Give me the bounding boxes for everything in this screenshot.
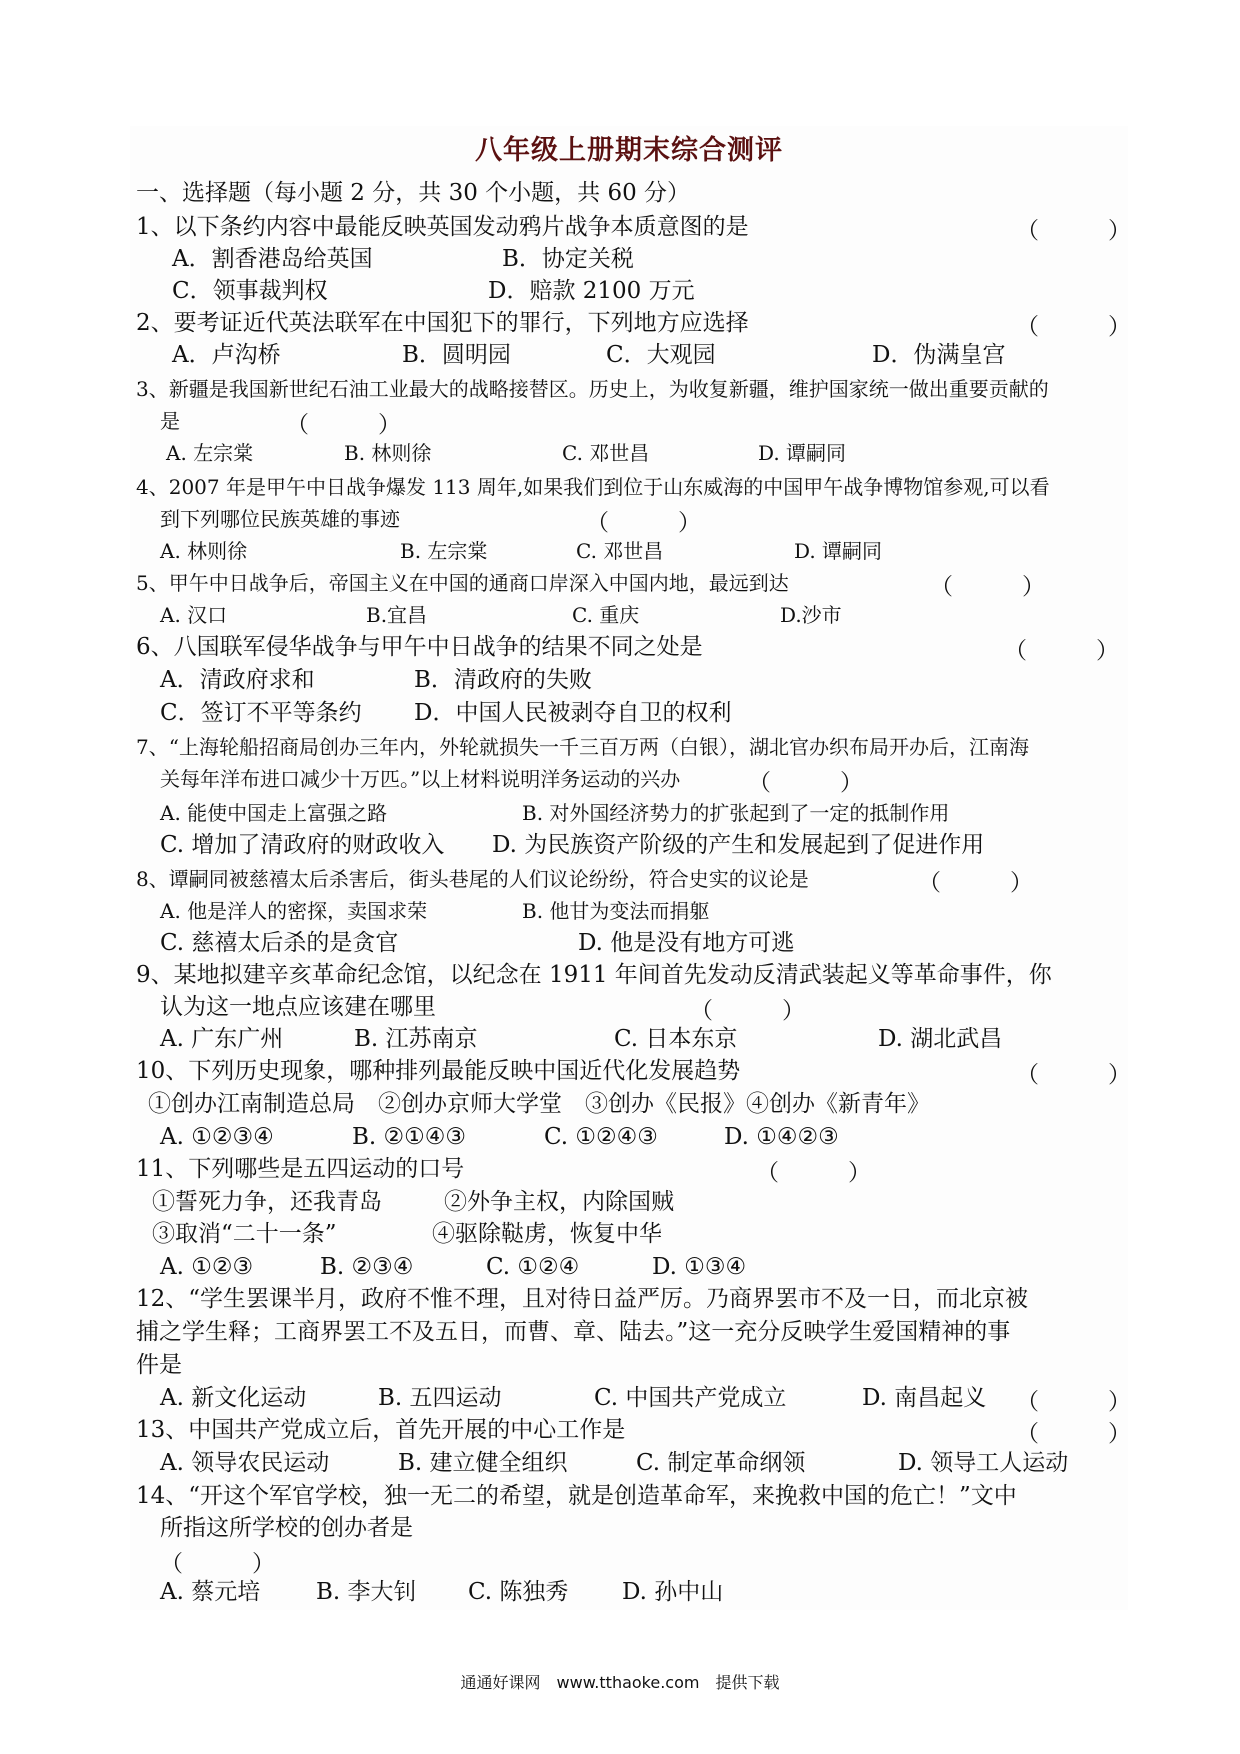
q12-stem-line1: 12、“学生罢课半月，政府不惟不理，且对待日益严厉。乃商界罢市不及一日，而北京被 [136,1286,1029,1312]
q3-stem-line2: 是 [160,409,180,433]
q9-option-b: B. 江苏南京 [354,1026,478,1052]
q2-option-a: A．卢沟桥 [172,342,281,368]
q11-option-b: B. ②③④ [320,1254,414,1280]
q1-stem: 1、以下条约内容中最能反映英国发动鸦片战争本质意图的是 [136,214,749,240]
q9-stem-line1: 9、某地拟建辛亥革命纪念馆，以纪念在 1911 年间首先发动反清武装起义等革命事件，你 [136,962,1052,988]
q12-option-a: A. 新文化运动 [160,1385,307,1411]
q9-option-c: C. 日本东京 [614,1026,738,1052]
q2-option-c: C．大观园 [606,342,716,368]
q14-stem-line2: 所指这所学校的创办者是 [160,1515,413,1541]
q3-option-a: A. 左宗棠 [166,441,254,465]
q9-option-d: D. 湖北武昌 [878,1026,1003,1052]
q6-option-a: A．清政府求和 [160,667,315,693]
q13-option-c: C. 制定革命纲领 [636,1450,806,1476]
q14-option-c: C. 陈独秀 [468,1579,569,1605]
q8-option-a: A. 他是洋人的密探，卖国求荣 [160,899,428,923]
q3-option-d: D. 谭嗣同 [758,441,847,465]
q11-option-a: A. ①②③ [160,1254,254,1280]
q10-option-b: B. ②①④③ [352,1124,467,1150]
q9-stem-line2: 认为这一地点应该建在哪里 [160,994,436,1020]
q12-option-d: D. 南昌起义 [862,1385,987,1411]
q5-stem: 5、甲午中日战争后，帝国主义在中国的通商口岸深入中国内地，最远到达 [136,571,789,595]
q10-answer-blank: （ ） [1016,1062,1131,1088]
q4-answer-blank: （ ） [586,510,701,536]
q10-items: ①创办江南制造总局 ②创办京师大学堂 ③创办《民报》④创办《新青年》 [148,1091,930,1117]
q12-stem-line2: 捕之学生释；工商界罢工不及五日，而曹、章、陆去。”这一充分反映学生爱国精神的事 [136,1319,1011,1345]
q7-option-b: B. 对外国经济势力的扩张起到了一定的抵制作用 [522,801,950,825]
q8-option-b: B. 他甘为变法而捐躯 [522,899,710,923]
q4-option-b: B. 左宗棠 [400,539,488,563]
q4-stem-line2: 到下列哪位民族英雄的事迹 [160,507,400,531]
q9-option-a: A. 广东广州 [160,1026,284,1052]
q12-option-b: B. 五四运动 [378,1385,502,1411]
q7-option-c: C. 增加了清政府的财政收入 [160,832,445,858]
q6-stem: 6、八国联军侵华战争与甲午中日战争的结果不同之处是 [136,634,703,660]
q3-option-b: B. 林则徐 [344,441,432,465]
q11-answer-blank: （ ） [756,1160,871,1186]
section-heading: 一、选择题（每小题 2 分，共 30 个小题，共 60 分） [136,180,691,206]
q13-option-a: A. 领导农民运动 [160,1450,330,1476]
q10-stem: 10、下列历史现象，哪种排列最能反映中国近代化发展趋势 [136,1058,741,1084]
q4-option-a: A. 林则徐 [160,539,248,563]
q1-answer-blank: （ ） [1016,218,1131,244]
q2-option-b: B．圆明园 [402,342,511,368]
q5-option-a: A. 汉口 [160,603,228,627]
q14-option-d: D. 孙中山 [622,1579,724,1605]
q7-stem-line2: 关每年洋布进口减少十万匹。”以上材料说明洋务运动的兴办 [160,767,681,791]
q14-option-b: B. 李大钊 [316,1579,417,1605]
q4-option-d: D. 谭嗣同 [794,539,883,563]
q10-option-a: A. ①②③④ [160,1124,274,1150]
q11-item-2: ②外争主权，内除国贼 [444,1189,674,1215]
q12-stem-line3: 件是 [136,1352,182,1378]
q2-option-d: D．伪满皇宫 [872,342,1006,368]
q11-item-4: ④驱除鞑虏，恢复中华 [432,1221,662,1247]
q14-stem-line1: 14、“开这个军官学校，独一无二的希望，就是创造革命军，来挽救中国的危亡！”文中 [136,1483,1017,1509]
q5-option-b: B.宜昌 [366,603,428,627]
q2-stem: 2、要考证近代英法联军在中国犯下的罪行，下列地方应选择 [136,310,749,336]
q7-stem-line1: 7、“上海轮船招商局创办三年内，外轮就损失一千三百万两（白银），湖北官办织布局开办后，江南海 [136,735,1029,759]
q5-answer-blank: （ ） [930,574,1045,600]
q14-answer-blank: （ ） [160,1551,275,1577]
q10-option-d: D. ①④②③ [724,1124,839,1150]
q1-option-c: C．领事裁判权 [172,278,328,304]
q2-answer-blank: （ ） [1016,314,1131,340]
q6-option-d: D．中国人民被剥夺自卫的权利 [414,700,732,726]
q12-option-c: C. 中国共产党成立 [594,1385,787,1411]
q14-option-a: A. 蔡元培 [160,1579,261,1605]
q4-option-c: C. 邓世昌 [576,539,664,563]
q13-answer-blank: （ ） [1016,1421,1131,1447]
q13-stem: 13、中国共产党成立后，首先开展的中心工作是 [136,1417,626,1443]
q11-stem: 11、下列哪些是五四运动的口号 [136,1156,465,1182]
q7-option-a: A. 能使中国走上富强之路 [160,801,388,825]
q6-option-b: B．清政府的失败 [414,667,592,693]
q13-option-d: D. 领导工人运动 [898,1450,1069,1476]
q1-option-a: A．割香港岛给英国 [172,246,373,272]
q9-answer-blank: （ ） [690,998,805,1024]
q11-item-3: ③取消“二十一条” [152,1221,337,1247]
q8-option-d: D. 他是没有地方可逃 [578,930,795,956]
q3-option-c: C. 邓世昌 [562,441,650,465]
q11-option-c: C. ①②④ [486,1254,580,1280]
q10-option-c: C. ①②④③ [544,1124,658,1150]
q12-answer-blank: （ ） [1016,1389,1131,1415]
q7-option-d: D. 为民族资产阶级的产生和发展起到了促进作用 [492,832,985,858]
q6-answer-blank: （ ） [1004,638,1119,664]
page-footer: 通通好课网 www.tthaoke.com 提供下载 [460,1673,780,1692]
q3-answer-blank: （ ） [286,412,401,438]
q8-option-c: C. 慈禧太后杀的是贪官 [160,930,399,956]
q5-option-c: C. 重庆 [572,603,640,627]
q11-option-d: D. ①③④ [652,1254,747,1280]
page-title: 八年级上册期末综合测评 [475,135,783,166]
q5-option-d: D.沙市 [780,603,842,627]
q1-option-b: B．协定关税 [502,246,634,272]
q7-answer-blank: （ ） [748,770,863,796]
q6-option-c: C．签订不平等条约 [160,700,362,726]
q8-stem: 8、谭嗣同被慈禧太后杀害后，街头巷尾的人们议论纷纷，符合史实的议论是 [136,867,809,891]
q3-stem-line1: 3、新疆是我国新世纪石油工业最大的战略接替区。历史上，为收复新疆，维护国家统一做出重要贡献的 [136,377,1049,401]
q11-item-1: ①誓死力争，还我青岛 [152,1189,382,1215]
q13-option-b: B. 建立健全组织 [398,1450,568,1476]
q8-answer-blank: （ ） [918,870,1033,896]
q4-stem-line1: 4、2007 年是甲午中日战争爆发 113 周年,如果我们到位于山东威海的中国甲午战争博物馆参观,可以看 [136,475,1050,499]
q1-option-d: D．赔款 2100 万元 [488,278,695,304]
